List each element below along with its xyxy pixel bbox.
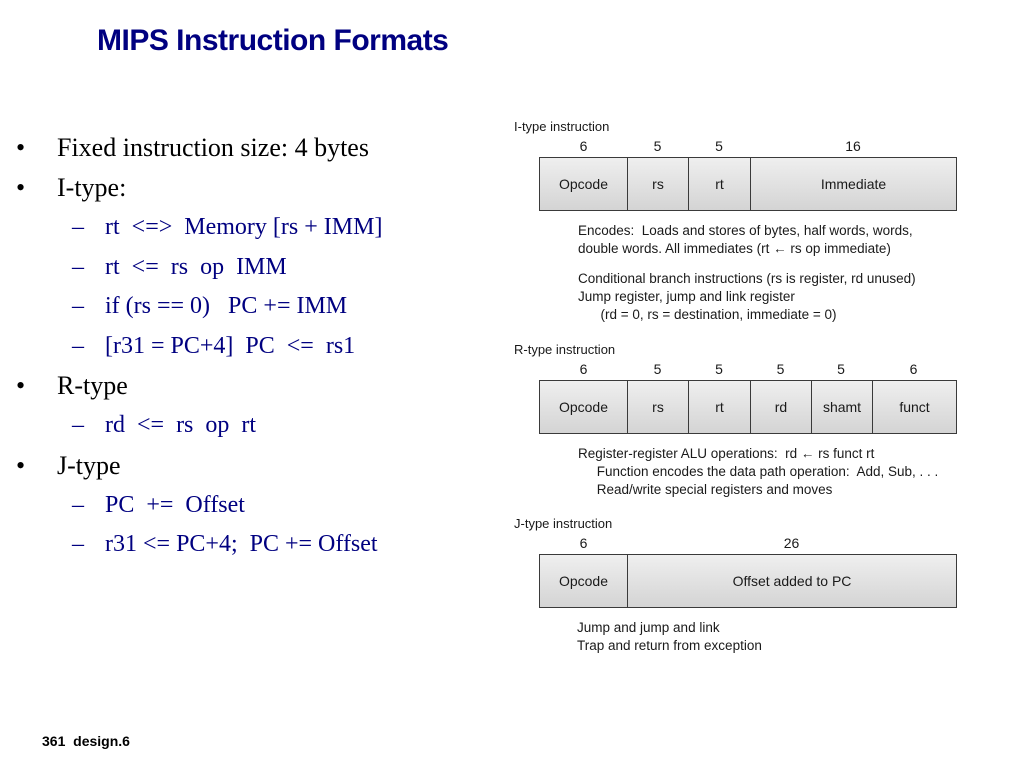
sub-bullet-dash: – [72,214,84,240]
field-funct: funct [899,399,930,415]
bullet-text: R-type [57,371,128,400]
rtype-width: 5 [653,361,662,377]
itype-desc-line: Conditional branch instructions (rs is register, rd unused) [578,271,916,286]
bullet-text: Fixed instruction size: 4 bytes [57,133,369,162]
itype-width: 6 [579,138,588,154]
bullet-item [14,446,494,486]
sub-bullet-dash: – [72,531,84,557]
field-immediate: Immediate [820,176,887,192]
jtype-width: 26 [783,535,800,551]
field-shamt: shamt [812,381,873,433]
bullet-text: J-type [57,450,121,480]
field-opcode: Opcode [540,555,628,607]
itype-label: I-type instruction [514,119,610,134]
sub-bullet-item [14,525,494,565]
rtype-width: 5 [837,361,845,377]
sub-bullet-text: if (rs == 0) PC += IMM [105,293,348,319]
bullet-item [14,168,494,208]
slide-footer [42,733,130,749]
sub-bullet-text: rd <= rs op rt [105,412,257,438]
sub-bullet-dash: – [72,491,84,518]
field-opcode: Opcode [540,158,628,210]
rtype-width: 6 [909,361,918,377]
rtype-desc-line: Function encodes the data path operation: Add, Sub, . . . [578,464,939,479]
itype-width: 5 [715,138,723,154]
slide-title: MIPS Instruction Formats [97,24,449,57]
sub-bullet-dash: – [72,293,84,319]
sub-bullet-text: rt <=> Memory [rs + IMM] [105,214,383,240]
sub-bullet-dash: – [72,332,84,359]
itype-desc-line: Encodes: Loads and stores of bytes, half words, words, [578,223,913,238]
itype-desc-line: double words. All immediates (rt ← rs op immediate) [578,241,891,256]
sub-bullet-text: [r31 = PC+4] PC <= rs1 [105,332,356,359]
itype-desc-line: Jump register, jump and link register [578,289,795,304]
sub-bullet-item [14,208,494,248]
sub-bullet-dash: – [72,412,84,438]
bullet-dot: • [16,450,26,480]
footer-label: design.6 [73,733,130,749]
sub-bullet-dash: – [72,253,84,280]
rtype-field-box [539,380,957,434]
page-number: 361 [42,733,66,749]
bullet-dot: • [16,371,26,400]
field-rt: rt [689,158,751,210]
rtype-label: R-type instruction [514,342,616,357]
sub-bullet-text: rt <= rs op IMM [105,253,287,280]
bullet-dot: • [16,133,26,162]
jtype-desc-line: Jump and jump and link [577,620,720,635]
bullet-item [14,128,494,168]
bullet-list [14,128,494,565]
itype-width: 16 [845,138,861,154]
jtype-field-box [539,554,957,608]
field-rt: rt [689,381,751,433]
itype-width: 5 [653,138,662,154]
field-opcode: Opcode [540,381,628,433]
itype-desc-line: (rd = 0, rs = destination, immediate = 0) [578,307,837,322]
field-offset: Offset added to PC [732,573,852,589]
jtype-desc-line: Trap and return from exception [577,638,762,653]
bullet-text: I-type: [57,173,127,202]
rtype-width: 5 [715,361,723,377]
jtype-label: J-type instruction [514,516,613,531]
bullet-item [14,366,494,406]
sub-bullet-text: r31 <= PC+4; PC += Offset [105,531,378,557]
rtype-desc-line: Register-register ALU operations: rd ← rs funct rt [578,446,875,461]
jtype-width: 6 [579,535,588,551]
sub-bullet-item [14,248,494,288]
sub-bullet-item [14,486,494,526]
field-rs: rs [628,381,689,433]
rtype-width: 6 [579,361,588,377]
field-rs: rs [628,158,689,210]
sub-bullet-text: PC += Offset [105,491,245,518]
bullet-dot: • [16,173,26,202]
field-rd: rd [751,381,812,433]
rtype-width: 5 [776,361,785,377]
rtype-desc-line: Read/write special registers and moves [578,482,833,497]
sub-bullet-item [14,406,494,446]
sub-bullet-item [14,327,494,367]
itype-field-box [539,157,957,211]
sub-bullet-item [14,287,494,327]
